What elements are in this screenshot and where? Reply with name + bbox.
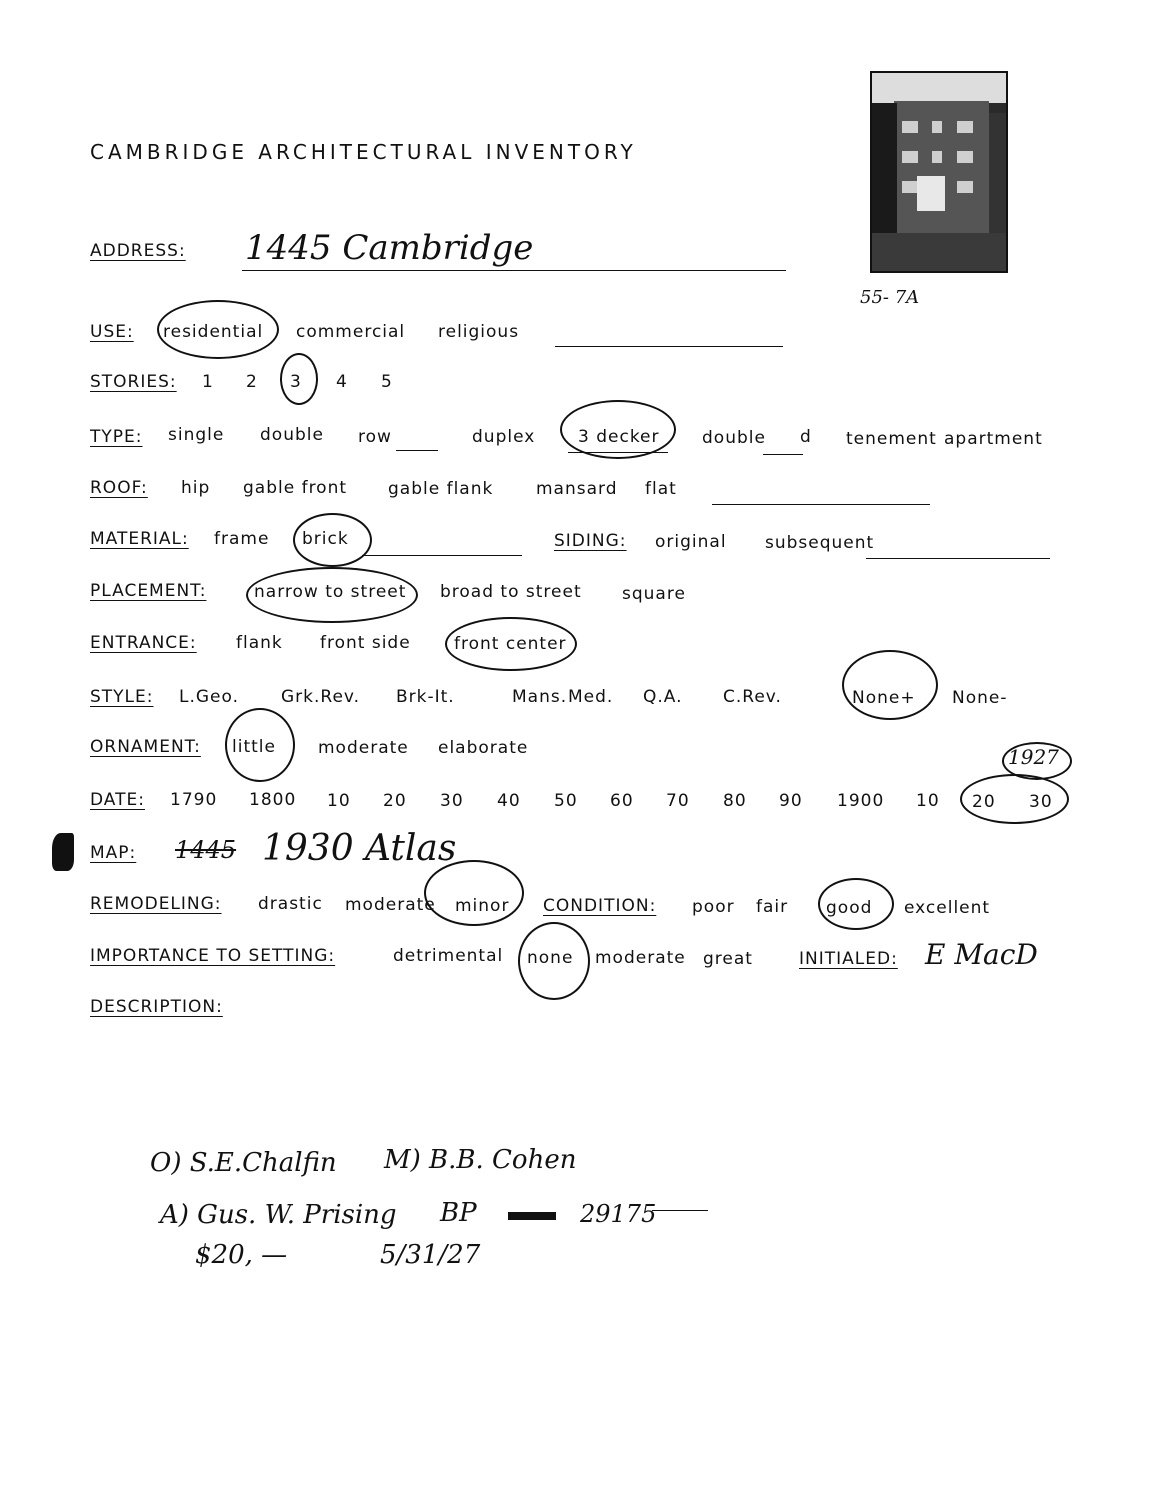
importance-option-moderate: moderate bbox=[595, 948, 686, 968]
date-option-1870: 70 bbox=[666, 791, 690, 811]
condition-selection-circle bbox=[818, 878, 894, 930]
condition-option-poor: poor bbox=[692, 897, 735, 917]
siding-other-line bbox=[866, 558, 1050, 559]
style-option-grkrev: Grk.Rev. bbox=[281, 687, 361, 707]
entrance-label: ENTRANCE: bbox=[90, 633, 197, 653]
date-option-1900: 1900 bbox=[837, 791, 885, 811]
ornament-label: ORNAMENT: bbox=[90, 737, 201, 757]
placement-selection-circle bbox=[246, 567, 418, 623]
type-option-3-decker: 3 decker bbox=[578, 427, 660, 447]
description-date: 5/31/27 bbox=[380, 1240, 481, 1270]
roof-option-gable-front: gable front bbox=[243, 478, 348, 498]
roof-option-flat: flat bbox=[645, 479, 677, 499]
style-option-none-minus: None- bbox=[952, 688, 1008, 708]
roof-option-hip: hip bbox=[181, 478, 211, 498]
placement-option-square: square bbox=[622, 584, 686, 604]
date-option-1830: 30 bbox=[440, 791, 464, 811]
entrance-selection-circle bbox=[445, 617, 577, 671]
map-value: 1930 Atlas bbox=[262, 828, 457, 869]
date-option-1820: 20 bbox=[383, 791, 407, 811]
type-option-d: d bbox=[800, 427, 812, 447]
map-label: MAP: bbox=[90, 843, 137, 863]
use-option-commercial: commercial bbox=[296, 322, 406, 342]
roof-label: ROOF: bbox=[90, 478, 148, 498]
importance-selection-circle bbox=[518, 922, 590, 1000]
placement-label: PLACEMENT: bbox=[90, 581, 207, 601]
condition-label: CONDITION: bbox=[543, 896, 657, 916]
style-option-crev: C.Rev. bbox=[723, 687, 782, 707]
material-option-brick: brick bbox=[302, 529, 349, 549]
style-option-none-plus: None+ bbox=[852, 688, 916, 708]
date-written-year: 1927 bbox=[1008, 745, 1059, 769]
description-label: DESCRIPTION: bbox=[90, 997, 223, 1017]
style-option-qa: Q.A. bbox=[643, 687, 683, 707]
description-struck-mark bbox=[508, 1212, 556, 1220]
address-value: 1445 Cambridge bbox=[245, 228, 534, 268]
roof-other-line bbox=[712, 504, 930, 505]
placement-option-broad: broad to street bbox=[440, 582, 582, 602]
stories-option-5: 5 bbox=[381, 372, 393, 392]
remodeling-option-minor: minor bbox=[455, 896, 510, 916]
ornament-option-elaborate: elaborate bbox=[438, 738, 529, 758]
date-option-1840: 40 bbox=[497, 791, 521, 811]
date-option-1890: 90 bbox=[779, 791, 803, 811]
map-struck-value: 1445 bbox=[175, 836, 237, 864]
entrance-option-front-center: front center bbox=[454, 634, 567, 654]
style-label: STYLE: bbox=[90, 687, 154, 707]
style-option-med: Med. bbox=[568, 687, 614, 707]
date-option-1810: 10 bbox=[327, 791, 351, 811]
use-option-religious: religious bbox=[438, 322, 520, 342]
date-selection-circle bbox=[960, 774, 1069, 824]
entrance-option-front-side: front side bbox=[320, 633, 411, 653]
margin-mark bbox=[52, 833, 74, 871]
date-option-1930: 30 bbox=[1029, 792, 1053, 812]
date-label: DATE: bbox=[90, 790, 145, 810]
importance-option-none: none bbox=[527, 948, 574, 968]
entrance-option-flank: flank bbox=[236, 633, 283, 653]
date-written-circle bbox=[1002, 742, 1072, 780]
remodeling-label: REMODELING: bbox=[90, 894, 222, 914]
importance-option-great: great bbox=[703, 949, 753, 969]
condition-option-excellent: excellent bbox=[904, 898, 991, 918]
ornament-option-little: little bbox=[232, 737, 276, 757]
address-line bbox=[242, 270, 786, 271]
roof-option-gable-flank: gable flank bbox=[388, 479, 494, 499]
remodeling-option-drastic: drastic bbox=[258, 894, 323, 914]
roof-option-mansard: mansard bbox=[536, 479, 618, 499]
importance-option-detrimental: detrimental bbox=[393, 946, 504, 966]
material-option-frame: frame bbox=[214, 529, 270, 549]
style-selection-circle bbox=[842, 650, 938, 720]
style-option-lgeo: L.Geo. bbox=[179, 687, 240, 707]
date-option-1850: 50 bbox=[554, 791, 578, 811]
material-other-line bbox=[362, 555, 522, 556]
importance-label: IMPORTANCE TO SETTING: bbox=[90, 946, 336, 966]
description-mason: M) B.B. Cohen bbox=[384, 1145, 577, 1175]
stories-option-2: 2 bbox=[246, 372, 258, 392]
use-label: USE: bbox=[90, 322, 134, 342]
placement-option-narrow: narrow to street bbox=[254, 582, 407, 602]
date-option-1920: 20 bbox=[972, 792, 996, 812]
type-option-double-decker: double bbox=[702, 428, 766, 448]
stories-option-3: 3 bbox=[290, 372, 302, 392]
remodeling-option-moderate: moderate bbox=[345, 895, 436, 915]
date-option-1860: 60 bbox=[610, 791, 634, 811]
form-title: CAMBRIDGE ARCHITECTURAL INVENTORY bbox=[90, 140, 637, 164]
siding-label: SIDING: bbox=[554, 531, 627, 551]
ornament-selection-circle bbox=[225, 708, 295, 782]
description-architect: A) Gus. W. Prising bbox=[160, 1200, 397, 1230]
use-selection-circle bbox=[157, 300, 279, 359]
description-bp-number: 29175 bbox=[580, 1200, 657, 1228]
initialed-label: INITIALED: bbox=[799, 949, 898, 969]
use-other-line bbox=[555, 346, 783, 347]
ornament-option-moderate: moderate bbox=[318, 738, 409, 758]
siding-option-subsequent: subsequent bbox=[765, 533, 875, 553]
date-option-1800: 1800 bbox=[249, 790, 297, 810]
date-option-1910: 10 bbox=[916, 791, 940, 811]
building-photo bbox=[870, 71, 1008, 273]
stories-option-1: 1 bbox=[202, 372, 214, 392]
material-selection-circle bbox=[293, 513, 372, 567]
type-option-tenement: tenement bbox=[846, 429, 937, 449]
type-option-double: double bbox=[260, 425, 324, 445]
style-option-mans: Mans. bbox=[512, 687, 568, 707]
condition-option-good: good bbox=[826, 898, 873, 918]
stories-label: STORIES: bbox=[90, 372, 177, 392]
type-label: TYPE: bbox=[90, 427, 143, 447]
description-owner: O) S.E.Chalfin bbox=[150, 1148, 337, 1178]
remodeling-selection-circle bbox=[424, 860, 524, 926]
type-double-line bbox=[763, 454, 803, 455]
style-option-brkit: Brk-It. bbox=[396, 687, 455, 707]
material-label: MATERIAL: bbox=[90, 529, 189, 549]
siding-option-original: original bbox=[655, 532, 727, 552]
description-bp-dash bbox=[652, 1210, 708, 1211]
date-option-1790: 1790 bbox=[170, 790, 218, 810]
condition-option-fair: fair bbox=[756, 897, 789, 917]
initialed-value: E MacD bbox=[925, 938, 1038, 971]
description-cost: $20, — bbox=[195, 1240, 288, 1270]
type-option-row: row bbox=[358, 427, 392, 447]
photo-id: 55- 7A bbox=[860, 287, 920, 308]
type-option-duplex: duplex bbox=[472, 427, 536, 447]
type-row-line bbox=[396, 450, 438, 451]
use-option-residential: residential bbox=[163, 322, 264, 342]
type-option-apartment: apartment bbox=[944, 429, 1043, 449]
date-option-1880: 80 bbox=[723, 791, 747, 811]
type-option-single: single bbox=[168, 425, 225, 445]
type-selection-circle bbox=[560, 400, 676, 459]
stories-option-4: 4 bbox=[336, 372, 348, 392]
description-bp-label: BP bbox=[440, 1198, 477, 1228]
address-label: ADDRESS: bbox=[90, 241, 186, 261]
stories-selection-circle bbox=[280, 353, 318, 405]
